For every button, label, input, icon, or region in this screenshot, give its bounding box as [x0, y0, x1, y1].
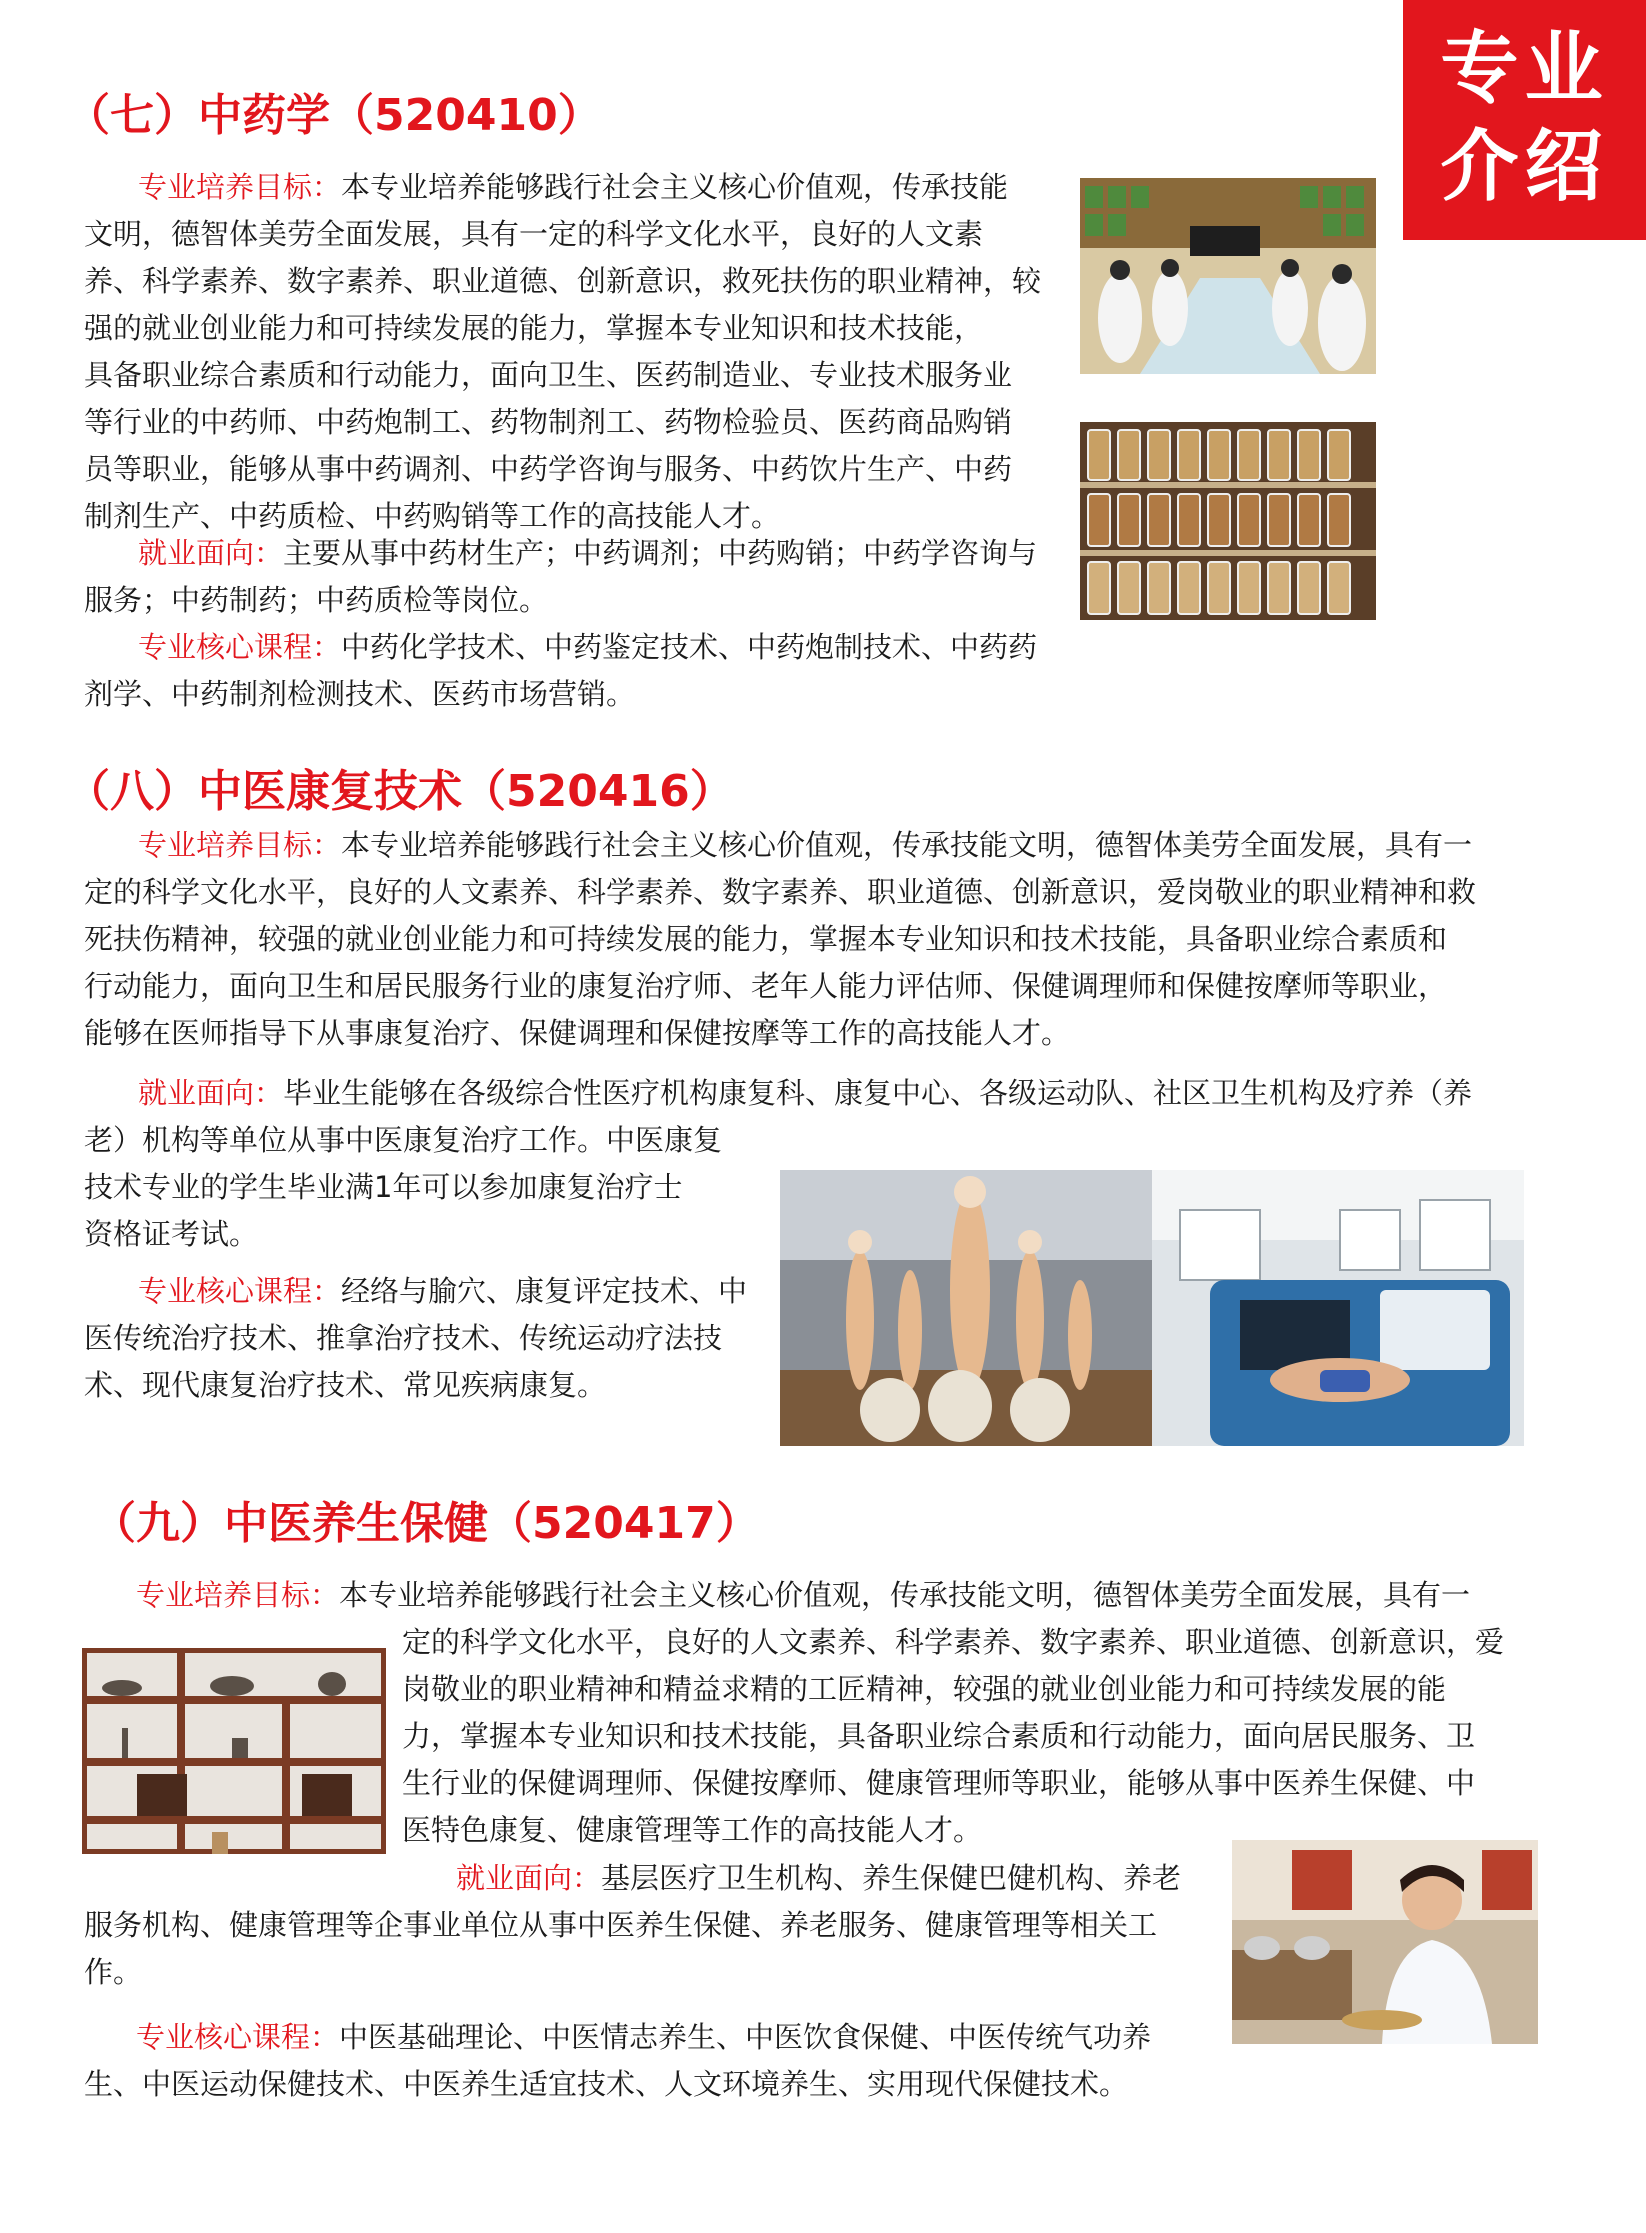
rehab-equipment-photo — [780, 1170, 1524, 1446]
s8-course-line-1: 医传统治疗技术、推拿治疗技术、传统运动疗法技 — [84, 1321, 723, 1355]
s9-job-line-1: 服务机构、健康管理等企事业单位从事中医养生保健、养老服务、健康管理等相关工 — [84, 1908, 1158, 1942]
s8-goal-line-4: 能够在医师指导下从事康复治疗、保健调理和保健按摩等工作的高技能人才。 — [84, 1016, 1071, 1050]
s9-goal-line-5: 医特色康复、健康管理等工作的高技能人才。 — [402, 1813, 983, 1847]
s7-job-label: 就业面向： — [138, 536, 284, 570]
s8-job-line-1: 老）机构等单位从事中医康复治疗工作。中医康复 — [84, 1123, 723, 1157]
section-tab — [1403, 0, 1646, 240]
section-8-heading: （八）中医康复技术（520416） — [66, 766, 734, 817]
s9-course-paragraph: 专业核心课程：中医基础理论、中医情志养生、中医饮食保健、中医传统气功养 生、中医运动保健技术、中医养生适宜技术、人文环境养生、实用现代保健技术。 — [84, 2014, 1224, 2108]
s8-goal-line-2: 死扶伤精神，较强的就业创业能力和可持续发展的能力，掌握本专业知识和技术技能，具备职业综合素质和 — [84, 922, 1448, 956]
s9-goal-line-2: 岗敬业的职业精神和精益求精的工匠精神，较强的就业创业能力和可持续发展的能 — [402, 1672, 1447, 1706]
s8-goal-label: 专业培养目标： — [138, 828, 342, 862]
s7-course-paragraph: 专业核心课程：中药化学技术、中药鉴定技术、中药炮制技术、中药药 剂学、中药制剂检测技术、医药市场营销。 — [84, 624, 1064, 718]
s7-goal-line-2: 养、科学素养、数字素养、职业道德、创新意识，救死扶伤的职业精神，较 — [84, 264, 1042, 298]
s9-goal-line-4: 生行业的保健调理师、保健按摩师、健康管理师等职业，能够从事中医养生保健、中 — [402, 1766, 1476, 1800]
section-7-heading: （七）中药学（520410） — [66, 90, 602, 141]
section-9-heading: （九）中医养生保健（520417） — [92, 1498, 760, 1549]
s7-goal-line-3: 强的就业创业能力和可持续发展的能力，掌握本专业知识和技术技能， — [84, 311, 984, 345]
s9-course-label: 专业核心课程： — [136, 2020, 340, 2054]
s8-goal-paragraph: 专业培养目标：本专业培养能够践行社会主义核心价值观，传承技能文明，德智体美劳全面发展，具有一 定的科学文化水平，良好的人文素养、科学素养、数字素养、职业道德、创新意识，爱岗敬业的职业精神和救 死扶伤精神，较强的就业创业能力和可持续发展的能力，掌握本专业知识和技术技能，具备职业综合素质和 行动能力，面向卫生和居民服务行业的康复治疗师、老年人能力评估师、保健调理师和保健按摩师等职业， 能够在医师指导下从事康复治疗、保健调理和保健按摩等工作的高技能人才。 — [84, 822, 1544, 1057]
s9-goal-line-1: 定的科学文化水平，良好的人文素养、科学素养、数字素养、职业道德、创新意识，爱 — [402, 1625, 1505, 1659]
s8-course-paragraph: 专业核心课程：经络与腧穴、康复评定技术、中 医传统治疗技术、推拿治疗技术、传统运动疗法技 术、现代康复治疗技术、常见疾病康复。 — [84, 1268, 784, 1409]
pharmacy-lab-photo — [1080, 178, 1376, 374]
s7-job-paragraph: 就业面向：主要从事中药材生产；中药调剂；中药购销；中药学咨询与 服务；中药制药；中药质检等岗位。 — [84, 530, 1064, 624]
s8-goal-line-1: 定的科学文化水平，良好的人文素养、科学素养、数字素养、职业道德、创新意识，爱岗敬业的职业精神和救 — [84, 875, 1477, 909]
s7-goal-line-6: 员等职业，能够从事中药调剂、中药学咨询与服务、中药饮片生产、中药 — [84, 452, 1013, 486]
display-shelf-photo — [82, 1648, 386, 1854]
s8-course-label: 专业核心课程： — [138, 1274, 342, 1308]
s8-goal-line-3: 行动能力，面向卫生和居民服务行业的康复治疗师、老年人能力评估师、保健调理师和保健按摩师等职业， — [84, 969, 1448, 1003]
s7-course-line-1: 剂学、中药制剂检测技术、医药市场营销。 — [84, 677, 636, 711]
s8-job-label: 就业面向： — [138, 1076, 284, 1110]
s9-job-paragraph: 就业面向：基层医疗卫生机构、养生保健巴健机构、养老 服务机构、健康管理等企事业单位从事中医养生保健、养老服务、健康管理等相关工 作。 — [84, 1855, 1224, 1996]
s7-goal-line-7: 制剂生产、中药质检、中药购销等工作的高技能人才。 — [84, 499, 781, 533]
herb-jars-photo — [1080, 422, 1376, 620]
s7-job-line-1: 服务；中药制药；中药质检等岗位。 — [84, 583, 549, 617]
s9-goal-label: 专业培养目标： — [136, 1578, 340, 1612]
s7-goal-line-0: 专业培养目标：本专业培养能够践行社会主义核心价值观，传承技能 — [138, 170, 1009, 204]
s9-course-line-1: 生、中医运动保健技术、中医养生适宜技术、人文环境养生、实用现代保健技术。 — [84, 2067, 1129, 2101]
s9-job-line-2: 作。 — [84, 1955, 143, 1989]
tab-line-2: 介绍 — [1440, 122, 1609, 212]
s7-goal-paragraph — [84, 164, 1064, 540]
s9-job-label: 就业面向： — [456, 1861, 602, 1895]
s7-goal-label: 专业培养目标： — [138, 170, 342, 204]
s7-goal-line-4: 具备职业综合素质和行动能力，面向卫生、医药制造业、专业技术服务业 — [84, 358, 1013, 392]
s8-job-line-3: 资格证考试。 — [84, 1217, 259, 1251]
s9-goal-paragraph-first: 专业培养目标：本专业培养能够践行社会主义核心价值观，传承技能文明，德智体美劳全面发展，具有一 — [136, 1578, 1471, 1612]
s8-course-line-2: 术、现代康复治疗技术、常见疾病康复。 — [84, 1368, 607, 1402]
s9-goal-line-3: 力，掌握本专业知识和技术技能，具备职业综合素质和行动能力，面向居民服务、卫 — [402, 1719, 1476, 1753]
s8-job-paragraph: 就业面向：毕业生能够在各级综合性医疗机构康复科、康复中心、各级运动队、社区卫生机构及疗养（养 老）机构等单位从事中医康复治疗工作。中医康复 技术专业的学生毕业满1年可以参加康复治疗士 资格证考试。 — [84, 1070, 1544, 1258]
herbalist-photo — [1232, 1840, 1538, 2044]
tab-line-1: 专业 — [1440, 24, 1609, 114]
s8-job-line-2: 技术专业的学生毕业满1年可以参加康复治疗士 — [84, 1170, 683, 1204]
s7-course-label: 专业核心课程： — [138, 630, 342, 664]
s7-goal-line-1: 文明，德智体美劳全面发展，具有一定的科学文化水平，良好的人文素 — [84, 217, 984, 251]
s9-goal-paragraph-rest — [402, 1619, 1552, 1854]
s7-goal-line-5: 等行业的中药师、中药炮制工、药物制剂工、药物检验员、医药商品购销 — [84, 405, 1013, 439]
